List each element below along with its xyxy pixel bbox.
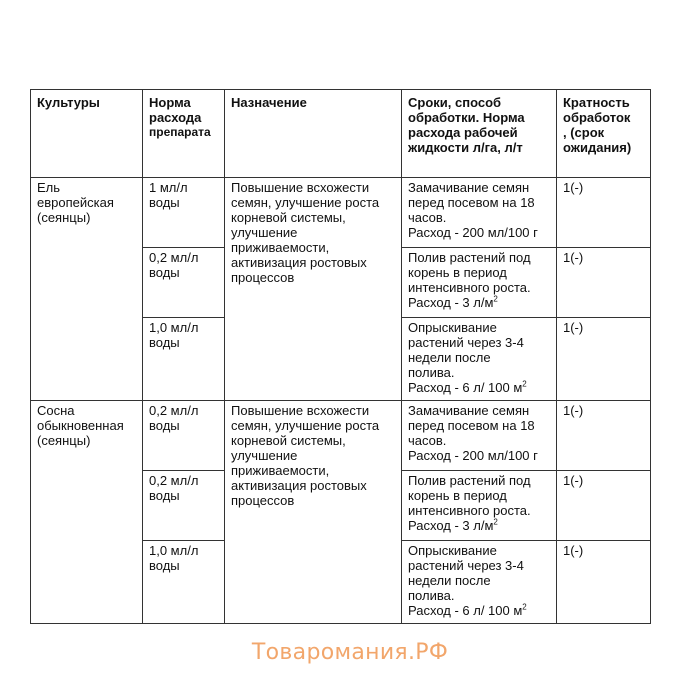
timing-cell [402, 471, 557, 541]
header-dose-title: Норма расхода [149, 95, 202, 125]
frequency-cell: 1(-) [557, 318, 651, 401]
table-row [31, 401, 651, 471]
frequency-cell: 1(-) [557, 471, 651, 541]
dose-cell: 0,2 мл/л воды [143, 248, 225, 318]
header-dose-sub: препарата [149, 125, 211, 139]
timing-cell [402, 401, 557, 471]
timing-cell [402, 541, 557, 624]
site-watermark: Товаромания.РФ [251, 640, 449, 665]
timing-cell [402, 178, 557, 248]
frequency-cell: 1(-) [557, 541, 651, 624]
dose-cell: 1,0 мл/л воды [143, 541, 225, 624]
header-row [31, 90, 651, 178]
timing-text: Замачивание семян перед посевом на 18 часов. Расход - 200 мл/100 г [408, 180, 538, 240]
usage-table [30, 89, 651, 624]
timing-sup: 2 [522, 602, 527, 612]
timing-text: Замачивание семян перед посевом на 18 часов. Расход - 200 мл/100 г [408, 403, 538, 463]
timing-sup: 2 [493, 517, 498, 527]
dose-cell: 0,2 мл/л воды [143, 471, 225, 541]
timing-text: Опрыскивание растений через 3-4 недели после полива. Расход - 6 л/ 100 м [408, 320, 524, 395]
header-purpose: Назначение [225, 90, 402, 178]
dose-cell: 1 мл/л воды [143, 178, 225, 248]
header-frequency: Кратность обработок , (срок ожидания) [557, 90, 651, 178]
dose-cell: 1,0 мл/л воды [143, 318, 225, 401]
timing-text: Полив растений под корень в период интенсивного роста. Расход - 3 л/м [408, 473, 531, 533]
frequency-cell: 1(-) [557, 401, 651, 471]
table-row [31, 178, 651, 248]
purpose-cell: Повышение всхожести семян, улучшение роста корневой системы, улучшение приживаемости, активизация ростовых процессов [225, 401, 402, 624]
purpose-cell: Повышение всхожести семян, улучшение роста корневой системы, улучшение приживаемости, активизация ростовых процессов [225, 178, 402, 401]
timing-cell [402, 248, 557, 318]
frequency-cell: 1(-) [557, 248, 651, 318]
timing-text: Опрыскивание растений через 3-4 недели после полива. Расход - 6 л/ 100 м [408, 543, 524, 618]
header-culture: Культуры [31, 90, 143, 178]
culture-cell: Ель европейская (сеянцы) [31, 178, 143, 401]
timing-sup: 2 [522, 379, 527, 389]
dose-cell: 0,2 мл/л воды [143, 401, 225, 471]
header-timing: Сроки, способ обработки. Норма расхода рабочей жидкости л/га, л/т [402, 90, 557, 178]
header-dose [143, 90, 225, 178]
timing-text: Полив растений под корень в период интенсивного роста. Расход - 3 л/м [408, 250, 531, 310]
timing-cell [402, 318, 557, 401]
frequency-cell: 1(-) [557, 178, 651, 248]
culture-cell: Сосна обыкновенная (сеянцы) [31, 401, 143, 624]
timing-sup: 2 [493, 294, 498, 304]
